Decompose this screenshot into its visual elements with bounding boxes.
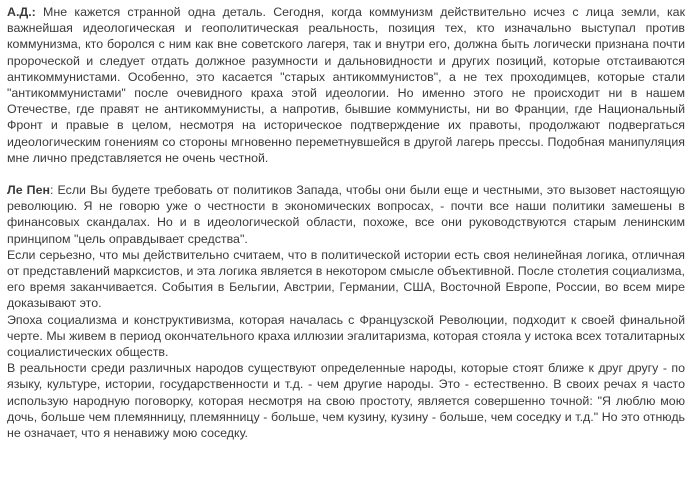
answer-paragraph: Эпоха социализма и конструктивизма, которая началась с Французской Революции, подходит к своей финальной черте. Мы живем в период окончательного краха иллюзии эгалитаризма, которая стояла у истока всех тоталитарных социалистических обществ. xyxy=(7,312,685,360)
answer-paragraph: Если серьезно, что мы действительно считаем, что в политической истории есть своя нелинейная логика, отличная от представлений марксистов, и эта логика является в некотором смысле объективной. После столетия социализма, его время заканчивается. События в Бельгии, Австрии, Германии, США, Восточной Европе, России, во всем мире доказывают это. xyxy=(7,247,685,311)
speaker-name: Ле Пен xyxy=(7,183,50,198)
paragraph-text: : Если Вы будете требовать от политиков Запада, чтобы они были еще и честными, это вызовет настоящую революцию. Я не говорю уже о честности в экономических вопросах, - почти все наши политики замешены в финансовых скандалах. Но и в идеологической области, похоже, все они руководствуются старым ленинским принципом "цель оправдывает средства". xyxy=(7,183,685,246)
speaker-name: А.Д.: xyxy=(7,5,36,19)
question-paragraph xyxy=(7,4,685,166)
answer-paragraph xyxy=(7,182,685,247)
paragraph-text: Мне кажется странной одна деталь. Сегодня, когда коммунизм действительно исчез с лица земли, как важнейшая идеологическая и геополитическая реальность, позиция тех, кто изначально выступал против коммунизма, кто боролся с ним как вне советского лагеря, так и внутри его, должна быть логически признана почти пророческой и следует отдать должное разумности и дальновидности и других позиций, которые отстаиваются антикоммунистами. Особенно, это касается "старых антикоммунистов", а не тех проходимцев, которые стали "антикоммунистами" после очевидного краха этой идеологии. Но именно этого не происходит ни в нашем Отечестве, где правят не антикоммунисты, а напротив, бывшие коммунисты, ни во Франции, где Национальный Фронт и правые в целом, несмотря на историческое подтверждение их правоты, продолжают подвергаться идеологическим гонениям со стороны мгновенно переметнувшейся в другой лагерь прессы. Подобная манипуляция мне лично представляется не очень честной. xyxy=(7,5,685,165)
answer-paragraph: В реальности среди различных народов существуют определенные народы, которые стоят ближе к друг другу - по языку, культуре, истории, государственности и т.д. - чем другие народы. Это - естественно. В своих речах я часто использую народную поговорку, которая несмотря на свою простоту, является совершенно точной: "Я люблю мою дочь, больше чем племянницу, племянницу - больше, чем кузину, кузину - больше, чем соседку и т.д." Но это отнюдь не означает, что я ненавижу мою соседку. xyxy=(7,361,685,441)
